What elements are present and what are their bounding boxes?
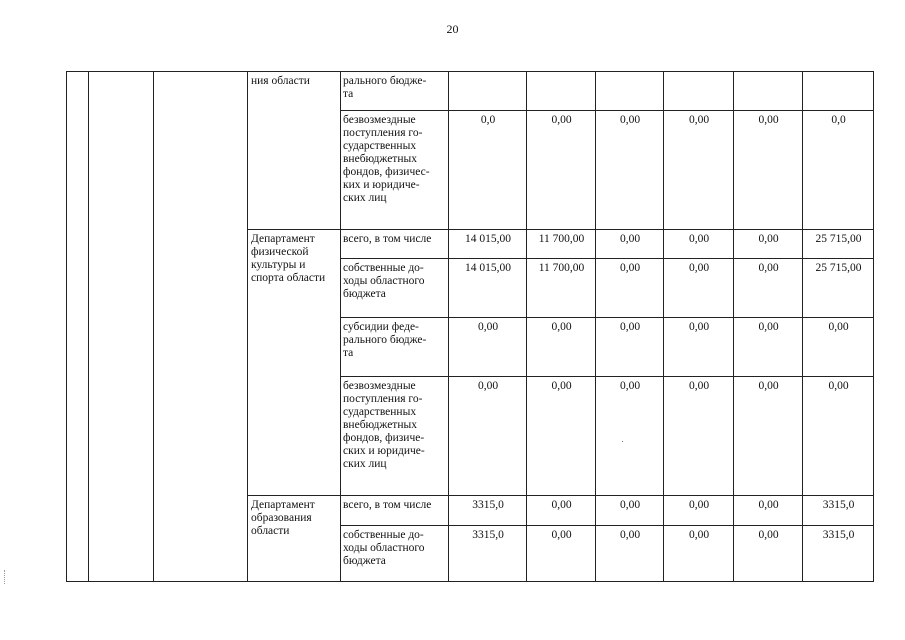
value-cell (596, 72, 664, 111)
funding-source-label: рального бюдже- та (343, 75, 427, 100)
value-cell: 0,00 (527, 111, 596, 230)
funding-source-cell (341, 496, 449, 526)
value-cell: 0,00 (596, 111, 664, 230)
funding-source-label: безвозмездные поступления го- сударственных внебюджетных фондов, физиче- ских и юридиче- ских лиц (343, 380, 425, 470)
value-cell: 3315,0 (803, 526, 874, 582)
blank-cell-2 (89, 72, 154, 582)
value-cell: 0,00 (527, 377, 596, 496)
value-cell (527, 72, 596, 111)
value-cell: 0,00 (596, 377, 664, 496)
funding-source-label: собственные до- ходы областного бюджета (343, 529, 425, 567)
value-cell: 0,00 (664, 259, 734, 318)
value-cell: 14 015,00 (449, 259, 527, 318)
value-cell: 0,00 (803, 318, 874, 377)
value-cell: 0,00 (596, 230, 664, 259)
value-cell: 0,00 (734, 318, 803, 377)
funding-source-cell (341, 72, 449, 111)
value-cell: 25 715,00 (803, 259, 874, 318)
table-row (67, 72, 874, 111)
value-cell: 0,00 (664, 496, 734, 526)
value-cell: 0,00 (596, 318, 664, 377)
value-cell: 3315,0 (803, 496, 874, 526)
blank-cell-1 (67, 72, 89, 582)
value-cell: 0,00 (803, 377, 874, 496)
value-cell: 0,00 (596, 526, 664, 582)
funding-source-cell (341, 259, 449, 318)
value-cell: 0,00 (734, 111, 803, 230)
funding-source-label: субсидии феде- рального бюдже- та (343, 321, 427, 359)
funding-source-cell (341, 526, 449, 582)
value-cell: 0,00 (527, 318, 596, 377)
value-cell: 0,00 (664, 111, 734, 230)
department-cell (248, 230, 341, 496)
value-cell (449, 72, 527, 111)
funding-source-label: безвозмездные поступления го- сударственных внебюджетных фондов, физичес- ких и юридиче- ских лиц (343, 114, 430, 204)
value-cell: 3315,0 (449, 526, 527, 582)
funding-source-cell (341, 111, 449, 230)
value-cell: 0,00 (527, 496, 596, 526)
department-cell (248, 496, 341, 582)
funding-source-cell (341, 377, 449, 496)
value-cell: 25 715,00 (803, 230, 874, 259)
value-cell: 0,00 (734, 377, 803, 496)
value-cell: 0,00 (527, 526, 596, 582)
value-cell: 11 700,00 (527, 230, 596, 259)
department-label: Департамент физической культуры и спорта области (251, 233, 326, 284)
value-cell: 14 015,00 (449, 230, 527, 259)
value-cell: 0,00 (734, 230, 803, 259)
value-cell: 0,00 (449, 318, 527, 377)
department-cell (248, 72, 341, 230)
value-cell: 0,00 (664, 230, 734, 259)
value-cell: 0,00 (596, 496, 664, 526)
value-cell: 0,00 (596, 259, 664, 318)
department-label: Департамент образования области (251, 499, 315, 537)
value-cell: 0,0 (803, 111, 874, 230)
funding-source-label: собственные до- ходы областного бюджета (343, 262, 425, 300)
value-cell: 0,00 (449, 377, 527, 496)
funding-source-cell (341, 318, 449, 377)
funding-source-cell (341, 230, 449, 259)
funding-source-label: всего, в том числе (343, 499, 432, 511)
budget-table (66, 71, 874, 582)
value-cell (734, 72, 803, 111)
value-cell (664, 72, 734, 111)
value-cell: 0,00 (664, 377, 734, 496)
value-cell (803, 72, 874, 111)
department-label: ния области (251, 75, 310, 87)
funding-source-label: всего, в том числе (343, 233, 432, 245)
value-cell: 0,00 (734, 496, 803, 526)
value-cell: 0,00 (734, 526, 803, 582)
value-cell: 3315,0 (449, 496, 527, 526)
value-cell: 0,00 (734, 259, 803, 318)
scan-speck (622, 441, 623, 442)
blank-cell-3 (154, 72, 248, 582)
margin-mark (4, 570, 7, 584)
value-cell: 0,00 (664, 526, 734, 582)
value-cell: 0,00 (664, 318, 734, 377)
value-cell: 11 700,00 (527, 259, 596, 318)
value-cell: 0,0 (449, 111, 527, 230)
page-number: 20 (446, 22, 459, 36)
